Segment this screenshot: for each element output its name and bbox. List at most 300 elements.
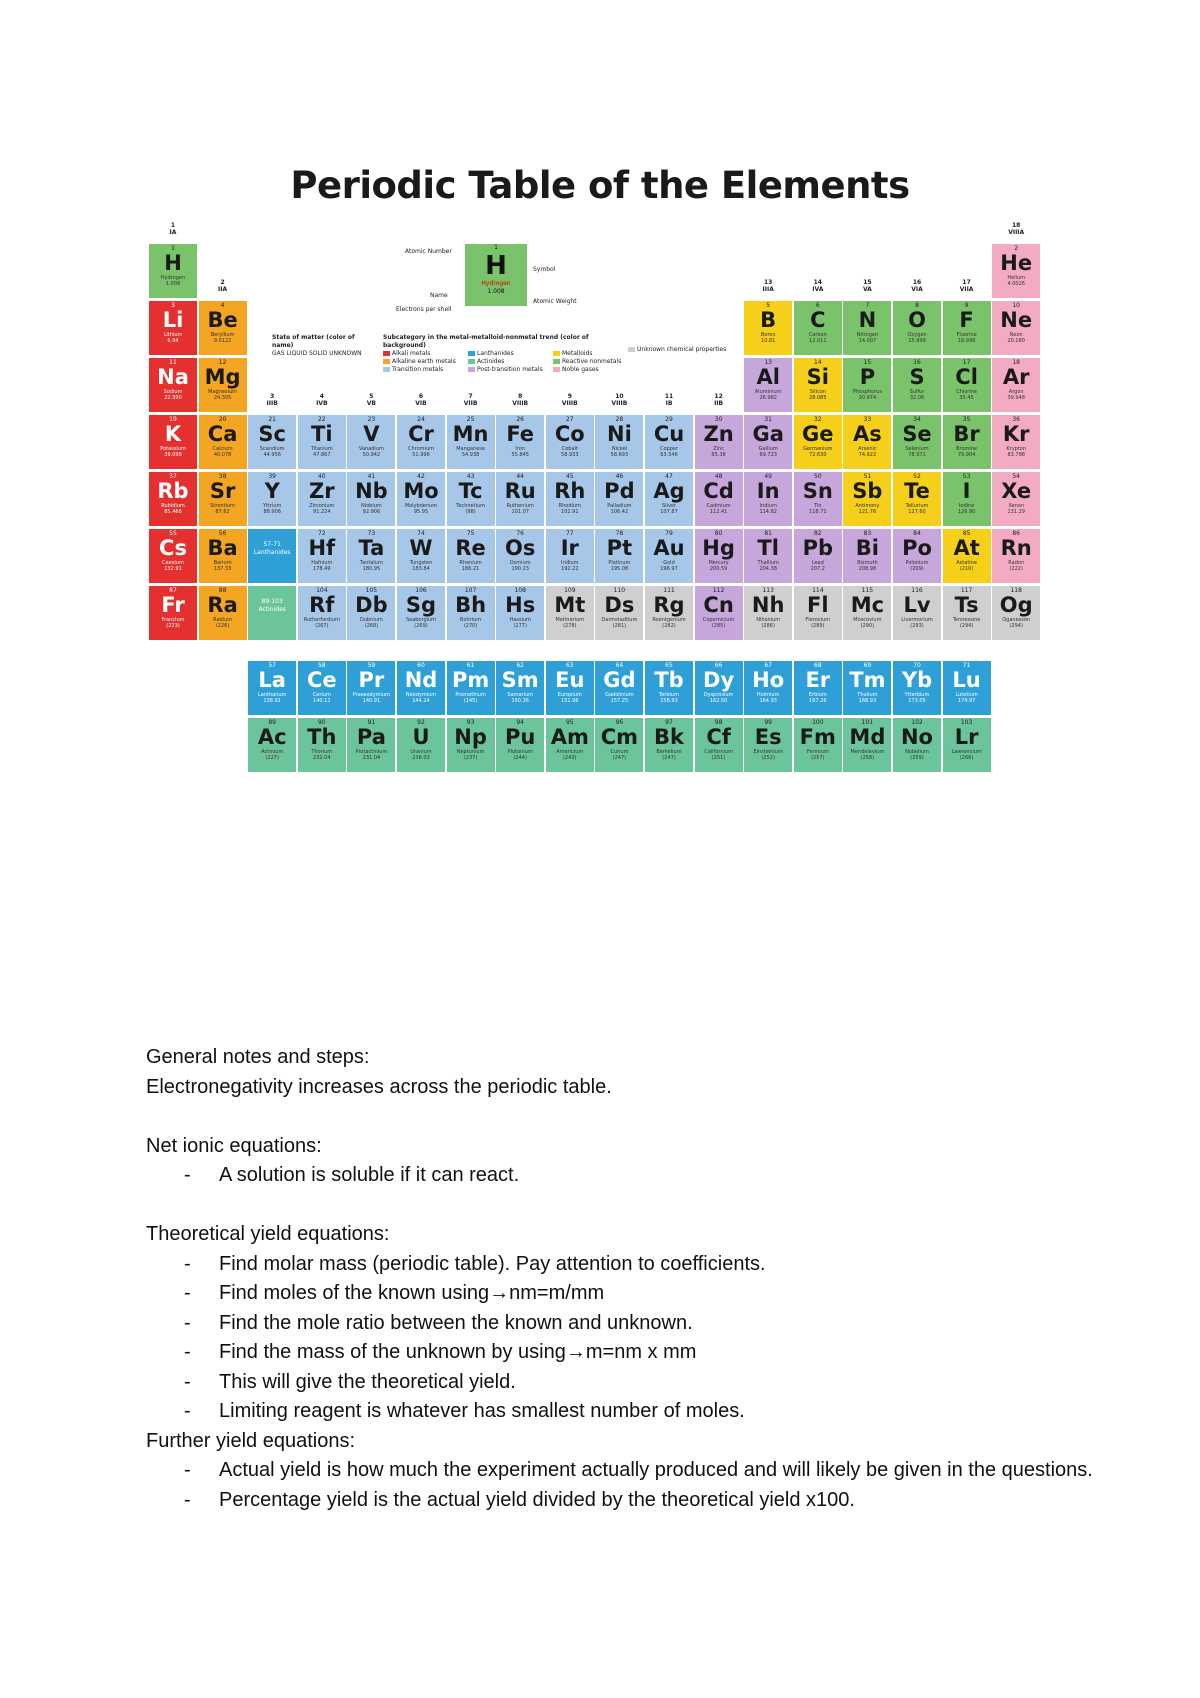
element-cell-kr[interactable] xyxy=(992,415,1040,469)
element-symbol: K xyxy=(164,422,182,446)
atomic-number: 14 xyxy=(813,359,822,366)
atomic-weight: 1.008 xyxy=(165,281,181,287)
group-number: 14 xyxy=(813,279,822,286)
element-cell-k[interactable] xyxy=(149,415,197,469)
element-symbol: Ga xyxy=(752,422,784,446)
element-name: Lead xyxy=(811,560,824,566)
element-cell-cm[interactable] xyxy=(595,718,643,772)
element-cell-am[interactable] xyxy=(546,718,594,772)
element-symbol: Sn xyxy=(802,479,833,503)
atomic-number: 49 xyxy=(764,473,772,480)
atomic-number: 57 xyxy=(268,662,276,669)
element-cell-rb[interactable] xyxy=(149,472,197,526)
element-cell-fr[interactable] xyxy=(149,586,197,640)
atomic-weight: 140.91 xyxy=(362,698,381,704)
element-name: Antimony xyxy=(855,503,880,509)
atomic-number: 35 xyxy=(962,416,971,423)
element-symbol: Na xyxy=(157,365,189,389)
element-cell-pt[interactable] xyxy=(595,529,643,583)
atomic-number: 41 xyxy=(367,473,376,480)
element-cell-ce[interactable] xyxy=(298,661,346,715)
element-cell-se[interactable] xyxy=(893,415,941,469)
element-cell-o[interactable] xyxy=(893,301,941,355)
key-symbol-label: Symbol xyxy=(533,266,556,273)
element-cell-md[interactable] xyxy=(843,718,891,772)
element-symbol: Ba xyxy=(207,536,238,560)
element-cell-b[interactable] xyxy=(744,301,792,355)
group-header-2 xyxy=(199,279,247,293)
group-number: 5 xyxy=(369,393,374,400)
element-cell-ts[interactable] xyxy=(943,586,991,640)
element-cell-w[interactable] xyxy=(397,529,445,583)
atomic-weight: (269) xyxy=(414,623,428,629)
element-symbol: Np xyxy=(454,725,487,749)
element-cell-s[interactable] xyxy=(893,358,941,412)
atomic-weight: 112.41 xyxy=(709,509,728,515)
element-symbol: Y xyxy=(264,479,280,503)
element-cell-mo[interactable] xyxy=(397,472,445,526)
element-cell-ni[interactable] xyxy=(595,415,643,469)
element-cell-al[interactable] xyxy=(744,358,792,412)
element-cell-rg[interactable] xyxy=(645,586,693,640)
element-cell-nb[interactable] xyxy=(347,472,395,526)
atomic-weight: 63.546 xyxy=(660,452,678,458)
element-cell-ta[interactable] xyxy=(347,529,395,583)
atomic-number: 116 xyxy=(911,587,923,594)
element-name: Platinum xyxy=(608,560,631,566)
element-cell-cl[interactable] xyxy=(943,358,991,412)
element-cell-pd[interactable] xyxy=(595,472,643,526)
element-cell-zr[interactable] xyxy=(298,472,346,526)
element-name: Praseodymium xyxy=(352,692,390,698)
lanthanides-placeholder-label: 57-71 Lanthanides xyxy=(253,541,291,556)
bullet-dash: - xyxy=(184,1252,191,1275)
element-cell-sn[interactable] xyxy=(794,472,842,526)
element-cell-f[interactable] xyxy=(943,301,991,355)
element-cell-cn[interactable] xyxy=(695,586,743,640)
element-symbol: Og xyxy=(999,593,1033,617)
element-symbol: Cu xyxy=(653,422,685,446)
element-cell-rf[interactable] xyxy=(298,586,346,640)
element-cell-i[interactable] xyxy=(943,472,991,526)
element-cell-tm[interactable] xyxy=(843,661,891,715)
atomic-weight: 167.26 xyxy=(809,698,827,704)
atomic-number: 110 xyxy=(613,587,626,594)
key-electrons-label: Electrons per shell xyxy=(396,306,452,313)
atomic-weight: (270) xyxy=(463,623,478,629)
element-symbol: Sm xyxy=(501,668,539,692)
element-cell-n[interactable] xyxy=(843,301,891,355)
element-name: Molybdenum xyxy=(404,503,438,509)
element-symbol: Nh xyxy=(751,593,785,617)
atomic-weight: 183.84 xyxy=(412,566,430,572)
element-cell-bk[interactable] xyxy=(645,718,693,772)
element-symbol: Li xyxy=(162,308,184,332)
element-symbol: Al xyxy=(756,365,780,389)
element-cell-lu[interactable] xyxy=(943,661,991,715)
element-name: Roentgenium xyxy=(652,617,686,623)
element-cell-na[interactable] xyxy=(149,358,197,412)
atomic-number: 87 xyxy=(169,587,177,594)
atomic-weight: 20.180 xyxy=(1007,338,1025,344)
element-cell-sc[interactable] xyxy=(248,415,296,469)
atomic-number: 113 xyxy=(762,587,774,594)
element-cell-ga[interactable] xyxy=(744,415,792,469)
element-cell-xe[interactable] xyxy=(992,472,1040,526)
element-cell-te[interactable] xyxy=(893,472,941,526)
element-cell-ba[interactable] xyxy=(199,529,247,583)
atomic-weight: (257) xyxy=(811,755,825,761)
element-name: Protactinium xyxy=(355,749,388,755)
atomic-number: 42 xyxy=(417,473,425,480)
atomic-weight: (145) xyxy=(463,698,478,704)
element-cell-bi[interactable] xyxy=(843,529,891,583)
element-cell-ir[interactable] xyxy=(546,529,594,583)
element-cell-cs[interactable] xyxy=(149,529,197,583)
element-name: Selenium xyxy=(905,446,929,452)
element-name: Zirconium xyxy=(309,503,335,509)
legend-label: Reactive nonmetals xyxy=(562,358,622,365)
element-cell-bh[interactable] xyxy=(447,586,495,640)
atomic-number: 105 xyxy=(365,587,378,594)
element-cell-c[interactable] xyxy=(794,301,842,355)
atomic-number: 95 xyxy=(565,719,574,726)
atomic-weight: 106.42 xyxy=(610,509,629,515)
group-number: 13 xyxy=(764,279,773,286)
atomic-number: 92 xyxy=(417,719,425,726)
element-cell-cd[interactable] xyxy=(695,472,743,526)
atomic-number: 23 xyxy=(367,416,376,423)
atomic-number: 25 xyxy=(466,416,475,423)
element-symbol: Md xyxy=(849,725,886,749)
element-cell-li[interactable] xyxy=(149,301,197,355)
element-cell-ds[interactable] xyxy=(595,586,643,640)
element-cell-tc[interactable] xyxy=(447,472,495,526)
atomic-weight: 140.12 xyxy=(313,698,331,704)
element-cell-th[interactable] xyxy=(298,718,346,772)
atomic-weight: (243) xyxy=(563,755,577,761)
element-cell-zn[interactable] xyxy=(695,415,743,469)
element-name: Lanthanum xyxy=(257,692,287,698)
electronegativity-note: Electronegativity increases across the periodic table. xyxy=(146,1075,612,1098)
element-cell-og[interactable] xyxy=(992,586,1040,640)
element-cell-gd[interactable] xyxy=(595,661,643,715)
atomic-number: 89 xyxy=(268,719,276,726)
atomic-number: 47 xyxy=(665,473,673,480)
element-cell-sb[interactable] xyxy=(843,472,891,526)
element-name: Tellurium xyxy=(905,503,929,509)
element-cell-si[interactable] xyxy=(794,358,842,412)
element-name: Bismuth xyxy=(857,560,878,566)
atomic-weight: (226) xyxy=(215,623,230,629)
element-cell-pm[interactable] xyxy=(447,661,495,715)
element-cell-pa[interactable] xyxy=(347,718,395,772)
atomic-number: 60 xyxy=(417,662,425,669)
element-cell-ac[interactable] xyxy=(248,718,296,772)
atomic-number: 108 xyxy=(514,587,526,594)
element-cell-y[interactable] xyxy=(248,472,296,526)
element-cell-os[interactable] xyxy=(496,529,544,583)
element-name: Fluorine xyxy=(956,332,977,338)
theoretical-list xyxy=(146,1250,1096,1427)
atomic-weight: (290) xyxy=(860,623,875,629)
atomic-number: 77 xyxy=(565,530,574,537)
element-cell-po[interactable] xyxy=(893,529,941,583)
element-cell-h[interactable] xyxy=(149,244,197,298)
element-name: Cadmium xyxy=(706,503,731,509)
element-name: Iron xyxy=(515,446,526,452)
atomic-number: 91 xyxy=(367,719,376,726)
atomic-number: 78 xyxy=(615,530,624,537)
element-cell-hs[interactable] xyxy=(496,586,544,640)
atomic-weight: 158.93 xyxy=(660,698,678,704)
atomic-number: 93 xyxy=(466,719,475,726)
element-name: Lutetium xyxy=(955,692,978,698)
note-bullet xyxy=(146,1397,1096,1427)
atomic-weight: 101.07 xyxy=(511,509,529,515)
element-symbol: Pa xyxy=(356,725,386,749)
group-header-13 xyxy=(744,279,792,293)
element-cell-he[interactable] xyxy=(992,244,1040,298)
unknown-legend-label: Unknown chemical properties xyxy=(637,346,727,353)
element-name: Osmium xyxy=(509,560,531,566)
note-bullet xyxy=(146,1368,1096,1398)
atomic-weight: 107.87 xyxy=(660,509,678,515)
element-symbol: Rf xyxy=(309,593,335,617)
element-symbol: Pd xyxy=(604,479,635,503)
atomic-number: 64 xyxy=(615,662,624,669)
group-roman: VIIIB xyxy=(561,400,578,407)
element-cell-re[interactable] xyxy=(447,529,495,583)
element-symbol: Er xyxy=(805,668,831,692)
element-cell-u[interactable] xyxy=(397,718,445,772)
atomic-number: 70 xyxy=(913,662,921,669)
element-name: Lawrencium xyxy=(951,749,982,755)
atomic-weight: 132.91 xyxy=(164,566,182,572)
element-cell-fe[interactable] xyxy=(496,415,544,469)
atomic-number: 27 xyxy=(565,416,574,423)
atomic-weight: 200.59 xyxy=(709,566,728,572)
element-cell-pu[interactable] xyxy=(496,718,544,772)
atomic-weight: 39.948 xyxy=(1007,395,1025,401)
element-cell-co[interactable] xyxy=(546,415,594,469)
atomic-number: 99 xyxy=(764,719,772,726)
element-cell-ge[interactable] xyxy=(794,415,842,469)
element-name: Dysprosium xyxy=(703,692,734,698)
element-name: Aluminium xyxy=(754,389,782,395)
atomic-weight: 131.29 xyxy=(1007,509,1025,515)
element-cell-rn[interactable] xyxy=(992,529,1040,583)
element-cell-er[interactable] xyxy=(794,661,842,715)
legend-item xyxy=(468,366,553,374)
element-name: Polonium xyxy=(905,560,929,566)
group-roman: IVA xyxy=(812,286,824,293)
atomic-weight: 35.45 xyxy=(959,395,974,401)
element-symbol: Ds xyxy=(604,593,635,617)
element-cell-dy[interactable] xyxy=(695,661,743,715)
bullet-dash: - xyxy=(184,1488,191,1511)
element-cell-np[interactable] xyxy=(447,718,495,772)
element-name: Dubnium xyxy=(359,617,383,623)
element-cell-ho[interactable] xyxy=(744,661,792,715)
atomic-weight: (227) xyxy=(265,755,279,761)
group-roman: IVB xyxy=(316,400,328,407)
atomic-weight: 26.982 xyxy=(759,395,777,401)
atomic-number: 10 xyxy=(1012,302,1020,309)
atomic-number: 21 xyxy=(268,416,276,423)
element-name: Caesium xyxy=(162,560,184,566)
element-cell-hg[interactable] xyxy=(695,529,743,583)
element-cell-mc[interactable] xyxy=(843,586,891,640)
element-symbol: Rn xyxy=(1000,536,1032,560)
atomic-weight: 207.2 xyxy=(810,566,825,572)
element-cell-as[interactable] xyxy=(843,415,891,469)
element-cell-fm[interactable] xyxy=(794,718,842,772)
legend-item xyxy=(383,366,468,374)
element-symbol: Os xyxy=(505,536,536,560)
element-cell-sm[interactable] xyxy=(496,661,544,715)
element-symbol: Be xyxy=(207,308,238,332)
atomic-number: 13 xyxy=(764,359,772,366)
element-cell-lr[interactable] xyxy=(943,718,991,772)
element-cell-at[interactable] xyxy=(943,529,991,583)
element-cell-es[interactable] xyxy=(744,718,792,772)
element-cell-mt[interactable] xyxy=(546,586,594,640)
element-symbol: Ge xyxy=(802,422,834,446)
element-cell-sg[interactable] xyxy=(397,586,445,640)
group-roman: VIIIB xyxy=(512,400,529,407)
element-symbol: Lv xyxy=(903,593,931,617)
atomic-number: 40 xyxy=(317,473,326,480)
element-cell-br[interactable] xyxy=(943,415,991,469)
element-cell-ra[interactable] xyxy=(199,586,247,640)
element-cell-cr[interactable] xyxy=(397,415,445,469)
element-cell-ar[interactable] xyxy=(992,358,1040,412)
atomic-weight: 92.906 xyxy=(362,509,381,515)
element-cell-la[interactable] xyxy=(248,661,296,715)
element-symbol: Bk xyxy=(654,725,684,749)
element-cell-au[interactable] xyxy=(645,529,693,583)
element-cell-pr[interactable] xyxy=(347,661,395,715)
element-cell-be[interactable] xyxy=(199,301,247,355)
legend-swatch xyxy=(553,367,560,372)
element-name: Bohrium xyxy=(460,617,482,623)
element-name: Nobelium xyxy=(905,749,929,755)
atomic-weight: 58.933 xyxy=(561,452,579,458)
element-cell-mg[interactable] xyxy=(199,358,247,412)
element-symbol: Yb xyxy=(901,668,933,692)
element-cell-hf[interactable] xyxy=(298,529,346,583)
element-name: Mendelevium xyxy=(850,749,885,755)
atomic-weight: 190.23 xyxy=(511,566,529,572)
element-cell-cu[interactable] xyxy=(645,415,693,469)
element-cell-yb[interactable] xyxy=(893,661,941,715)
element-cell-tl[interactable] xyxy=(744,529,792,583)
element-cell-fl[interactable] xyxy=(794,586,842,640)
element-cell-nh[interactable] xyxy=(744,586,792,640)
atomic-weight: (98) xyxy=(465,509,476,515)
element-cell-rh[interactable] xyxy=(546,472,594,526)
element-cell-mn[interactable] xyxy=(447,415,495,469)
group-header-11 xyxy=(645,393,693,407)
atomic-number: 101 xyxy=(861,719,874,726)
group-number: 3 xyxy=(270,393,275,400)
element-cell-v[interactable] xyxy=(347,415,395,469)
element-symbol: P xyxy=(859,365,876,389)
element-cell-ag[interactable] xyxy=(645,472,693,526)
state-legend-states: GAS LIQUID SOLID UNKNOWN xyxy=(272,350,362,357)
element-cell-ru[interactable] xyxy=(496,472,544,526)
element-symbol: Kr xyxy=(1002,422,1030,446)
element-symbol: Sr xyxy=(209,479,236,503)
element-cell-ti[interactable] xyxy=(298,415,346,469)
element-cell-cf[interactable] xyxy=(695,718,743,772)
actinides-placeholder-label: 89-103 Actinides xyxy=(258,598,286,613)
element-name: Indium xyxy=(759,503,777,509)
atomic-weight: (247) xyxy=(662,755,676,761)
blank-line xyxy=(146,1102,1096,1132)
element-cell-ca[interactable] xyxy=(199,415,247,469)
group-roman: VIB xyxy=(415,400,427,407)
element-cell-lv[interactable] xyxy=(893,586,941,640)
bullet-dash: - xyxy=(184,1311,191,1334)
element-cell-db[interactable] xyxy=(347,586,395,640)
bullet-dash: - xyxy=(184,1164,191,1186)
element-cell-p[interactable] xyxy=(843,358,891,412)
element-cell-nd[interactable] xyxy=(397,661,445,715)
element-cell-eu[interactable] xyxy=(546,661,594,715)
atomic-weight: 69.723 xyxy=(759,452,777,458)
element-cell-no[interactable] xyxy=(893,718,941,772)
atomic-number: 45 xyxy=(565,473,574,480)
element-cell-pb[interactable] xyxy=(794,529,842,583)
element-name: Beryllium xyxy=(210,332,235,338)
atomic-weight: 126.90 xyxy=(957,509,976,515)
group-number: 9 xyxy=(567,393,572,400)
element-cell-tb[interactable] xyxy=(645,661,693,715)
element-name: Seaborgium xyxy=(405,617,437,623)
atomic-weight: 47.867 xyxy=(313,452,331,458)
element-symbol: S xyxy=(909,365,925,389)
element-name: Chromium xyxy=(408,446,434,452)
atomic-number: 36 xyxy=(1012,416,1020,423)
atomic-number: 29 xyxy=(665,416,673,423)
atomic-number: 62 xyxy=(516,662,524,669)
atomic-number: 15 xyxy=(863,359,872,366)
element-symbol: Co xyxy=(554,422,585,446)
element-cell-in[interactable] xyxy=(744,472,792,526)
atomic-number: 43 xyxy=(466,473,475,480)
element-name: Americium xyxy=(556,749,584,755)
element-cell-sr[interactable] xyxy=(199,472,247,526)
group-roman: IB xyxy=(665,400,673,407)
atomic-number: 96 xyxy=(615,719,624,726)
atomic-number: 44 xyxy=(516,473,524,480)
atomic-number: 53 xyxy=(962,473,971,480)
atomic-number: 9 xyxy=(964,302,969,309)
net-ionic-list xyxy=(146,1161,1096,1191)
atomic-weight: 173.05 xyxy=(908,698,926,704)
element-symbol: Zr xyxy=(309,479,335,503)
legend-swatch xyxy=(383,359,390,364)
element-cell-ne[interactable] xyxy=(992,301,1040,355)
atomic-number: 11 xyxy=(169,359,177,366)
element-symbol: Lr xyxy=(954,725,979,749)
atomic-weight: (266) xyxy=(959,755,974,761)
atomic-weight: 78.971 xyxy=(908,452,926,458)
element-symbol: Br xyxy=(953,422,980,446)
atomic-weight: (268) xyxy=(364,623,379,629)
